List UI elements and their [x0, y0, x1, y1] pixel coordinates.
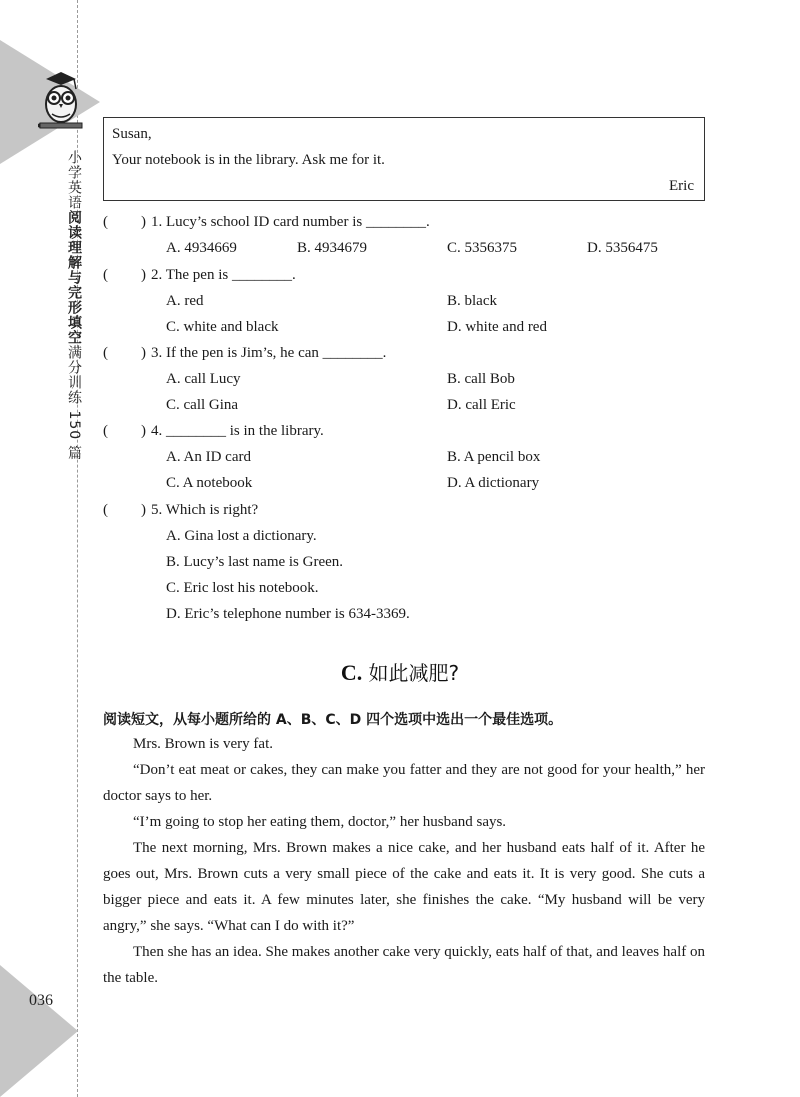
question-2-option-c: C. white and black	[166, 319, 279, 335]
passage-paragraph-2: “Don’t eat meat or cakes, they can make you fatter and they are not good for your health,” her doctor says to her.	[103, 762, 705, 804]
answer-paren-open: (	[103, 214, 108, 230]
question-5-text: 5. Which is right?	[151, 502, 259, 518]
question-4-option-b: B. A pencil box	[447, 449, 541, 465]
book-title-plain-part1: 小学英语	[66, 150, 82, 210]
section-title: 如此减肥?	[362, 661, 460, 685]
question-5-option-c: C. Eric lost his notebook.	[166, 580, 319, 596]
book-title-bold-part: 阅读理解与完形填空	[66, 210, 82, 345]
section-heading	[0, 657, 800, 686]
answer-paren-close: )	[141, 214, 146, 230]
question-4-option-d: D. A dictionary	[447, 475, 540, 491]
book-title-plain-part2: 满分训练 150 篇	[66, 345, 82, 461]
passage-paragraph-4: The next morning, Mrs. Brown makes a nice cake, and her husband eats half of it. After he goes out, Mrs. Brown cuts a very small piece of the cake and eats it. It is very good. She cuts a bigger piece and eats it. A few minutes later, she finishes the cake. “My husband will be very angry,” she says. “What can I do with it?”	[103, 840, 705, 934]
note-signature: Eric	[669, 178, 694, 194]
question-5-option-a: A. Gina lost a dictionary.	[166, 528, 317, 544]
answer-paren-open: (	[103, 345, 108, 361]
note-greeting: Susan,	[112, 126, 152, 142]
answer-paren-open: (	[103, 502, 108, 518]
question-5-option-d: D. Eric’s telephone number is 634-3369.	[166, 606, 410, 622]
question-1-option-a: A. 4934669	[166, 240, 237, 256]
passage-paragraph-5: Then she has an idea. She makes another cake very quickly, eats half of that, and leaves half on the table.	[103, 944, 705, 986]
question-1-text: 1. Lucy’s school ID card number is ________.	[151, 214, 430, 230]
section-letter: C.	[340, 660, 363, 685]
question-2-option-b: B. black	[447, 293, 497, 309]
answer-paren-close: )	[141, 267, 146, 283]
question-3-option-d: D. call Eric	[447, 397, 516, 413]
margin-triangle-bottom	[0, 965, 78, 1097]
question-4-text: 4. ________ is in the library.	[151, 423, 324, 439]
passage-paragraph-3: “I’m going to stop her eating them, doctor,” her husband says.	[133, 814, 507, 830]
question-5-option-b: B. Lucy’s last name is Green.	[166, 554, 344, 570]
page-number: 036	[29, 992, 53, 1009]
question-2-option-d: D. white and red	[447, 319, 547, 335]
instructions: 阅读短文，从每小题所给的 A、B、C、D 四个选项中选出一个最佳选项。	[103, 712, 563, 728]
book-title-vertical	[62, 150, 82, 461]
question-1-option-b: B. 4934679	[297, 240, 368, 256]
question-1-option-d: D. 5356475	[587, 240, 658, 256]
question-2-text: 2. The pen is ________.	[151, 267, 296, 283]
answer-paren-close: )	[141, 502, 146, 518]
question-1-option-c: C. 5356375	[447, 240, 518, 256]
question-3-option-c: C. call Gina	[166, 397, 239, 413]
passage-paragraph-1: Mrs. Brown is very fat.	[133, 736, 273, 752]
question-2-option-a: A. red	[166, 293, 204, 309]
owl-mascot-icon	[38, 70, 84, 132]
answer-paren-open: (	[103, 423, 108, 439]
question-4-option-c: C. A notebook	[166, 475, 253, 491]
answer-paren-open: (	[103, 267, 108, 283]
question-4-option-a: A. An ID card	[166, 449, 251, 465]
question-3-option-b: B. call Bob	[447, 371, 515, 387]
question-3-option-a: A. call Lucy	[166, 371, 241, 387]
note-body: Your notebook is in the library. Ask me for it.	[112, 152, 385, 168]
question-3-text: 3. If the pen is Jim’s, he can ________.	[151, 345, 387, 361]
answer-paren-close: )	[141, 345, 146, 361]
answer-paren-close: )	[141, 423, 146, 439]
